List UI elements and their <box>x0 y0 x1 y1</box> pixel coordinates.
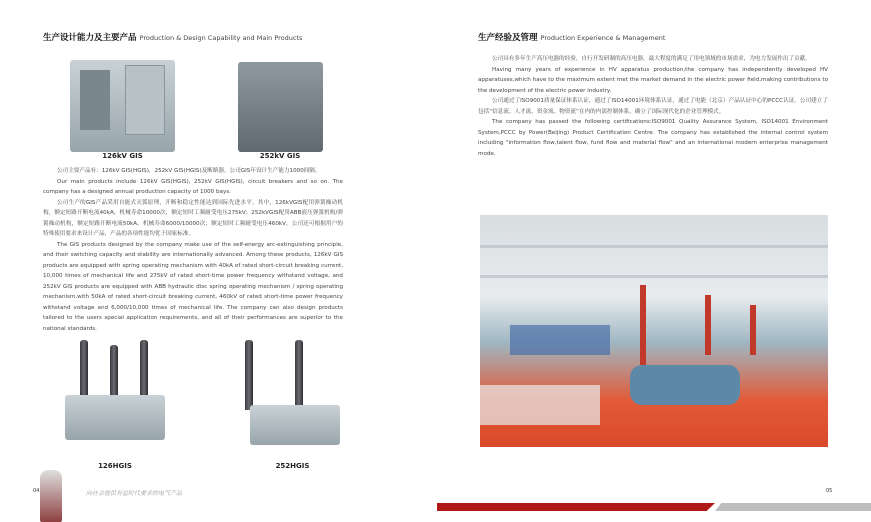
factory-photo <box>480 215 828 447</box>
left-page-title <box>43 31 302 43</box>
left-body-text <box>43 166 343 334</box>
product-image-252kv-gis <box>238 62 323 152</box>
caption-126kv-gis: 126kV GIS <box>102 152 143 160</box>
left-page-number: 04 <box>33 488 40 494</box>
right-page-title <box>478 31 665 43</box>
caption-252kv-gis: 252kV GIS <box>259 152 301 160</box>
product-image-252hgis <box>240 340 345 455</box>
footer-red-bar <box>437 503 715 511</box>
product-image-126kv-gis <box>70 60 175 152</box>
footer-slogan: 向社会提供有益时代要求的电气产品 <box>86 490 183 497</box>
paragraph: Having many years of experience in HV apparatus production,the company has independently developed HV apparatuses,which have to the maximum extent met the market demand in the electric power field,making contributions to the development of the electric power industry. <box>478 66 828 94</box>
title-en: Production & Design Capability and Main Products <box>139 34 303 42</box>
right-page-number: 05 <box>826 488 833 494</box>
caption-252hgis: 252HGIS <box>275 462 310 470</box>
title-cn: 生产经验及管理 <box>478 33 538 43</box>
right-body-text <box>478 54 828 159</box>
paragraph: 公司具有多年生产高压电器的经验，自行开发研制的高压电器，最大程度的满足了用电领域的市场需求，为电力发展作出了贡献。 <box>492 56 811 62</box>
paragraph: The company has passed the following certifications:ISO9001 Quality Assurance System, ISO14001 Environment System,PCCC by Power(Beijing) Product Certification Centre. The company has established the internal control system including "information flow,talent flow, fund flow and material flow" and an international modern enterprise management mode. <box>478 119 828 157</box>
paragraph: 公司生产的GIS产品采用自能式灭弧原理，开断和稳定性能达到国际先进水平。其中，126kVGIS配用弹簧操动机构，额定短路开断电流40kA，机械寿命10000次，额定短时工频耐受电压275kV；252kVGIS配用ABB液压弹簧机构/弹簧操动机构，额定短路开断电流50kA，机械寿命6000/10000次；额定短时工频耐受电压460kV。公司还可根据用户的特殊使用要求来设计产品，产品的各项性能均优于国家标准。 <box>43 199 343 237</box>
caption-126hgis: 126HGIS <box>98 462 132 470</box>
paragraph: 公司通过了ISO9001质量保证体系认证，通过了ISO14001环境体系认证，通过了电能（北京）产品认证中心的PCCC认证。公司建立了包括“信息流、人才流、资金流、物资流”在内的内部控制体系，确立了国际现代化的企业管理模式。 <box>478 98 828 115</box>
title-cn: 生产设计能力及主要产品 <box>43 33 137 43</box>
paragraph: 公司主要产品有：126kV GIS(HGIS)，252kV GIS(HGIS)及断路器。公司GIS年设计生产能力1000间隔。 <box>57 168 321 174</box>
product-image-126hgis <box>60 340 170 455</box>
insulator-logo-icon <box>40 470 62 522</box>
paragraph: Our main products include 126kV GIS(HGIS), 252kV GIS(HGIS), circuit breakers and so on. The company has a designed annual production capacity of 1000 bays. <box>43 178 343 195</box>
footer-gray-bar <box>715 503 871 511</box>
paragraph: The GIS products designed by the company make use of the self-energy arc-extinguishing principle, and their switching capacity and stability are internationally advanced. Among these products, 126kV GIS products are equipped with spring operating mechanism with 40kA of rated short-circuit breaking current, 10,000 times of mechanical life and 275kV of rated short-time power frequency withstand voltage, and 252kV GIS products are equipped with ABB hydraulic disc spring operating mechanism / spring operating mechanism,with 50kA of rated short-circuit breaking current, 460kV of rated short-time power frequency withstand voltage and 6,000/10,000 times of mechanical life. The company can also design products tailored to the users special application requirements, and all of their performances are superior to the national standards. <box>43 241 343 332</box>
title-en: Production Experience & Management <box>540 34 666 42</box>
